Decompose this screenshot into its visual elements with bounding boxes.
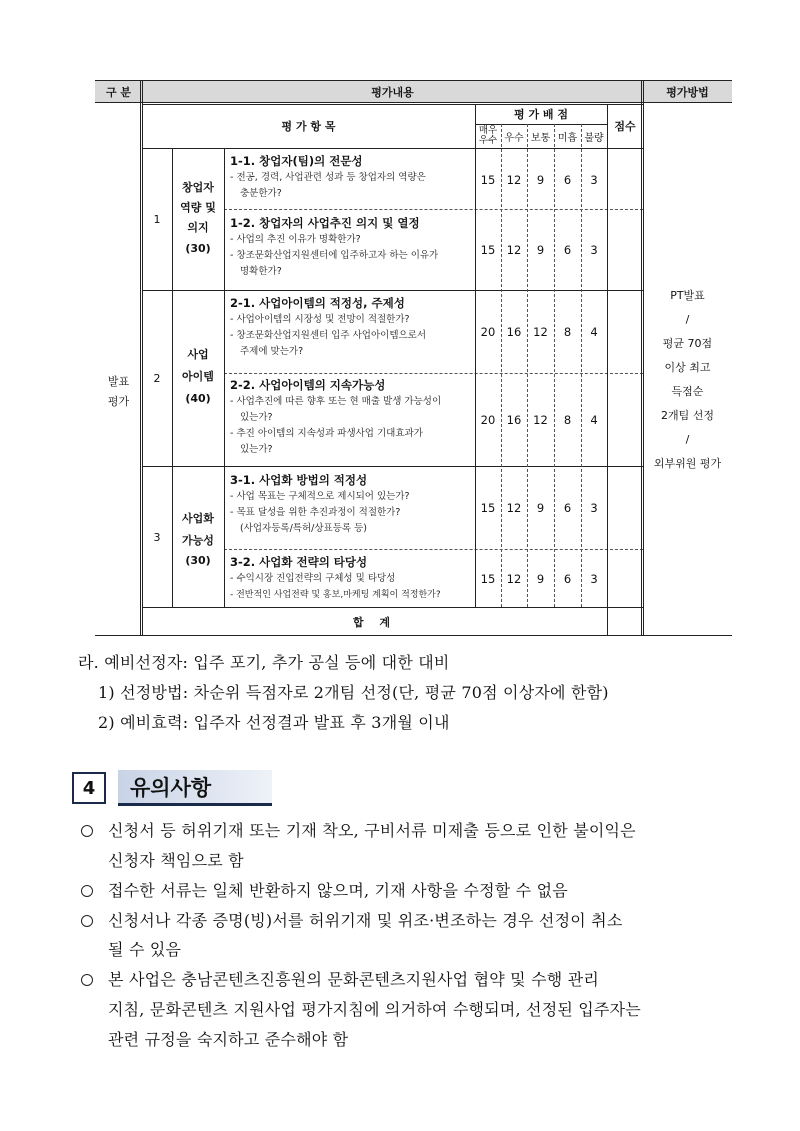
table-line — [140, 80, 141, 636]
note-line: 신청서나 각종 증명(빙)서를 허위기재 및 위조·변조하는 경우 선정이 취소 — [108, 911, 623, 930]
group-points: (30) — [185, 241, 211, 255]
score-row — [475, 550, 607, 607]
bullet-line: 충분한가? — [240, 188, 282, 199]
note-line: 본 사업은 충남콘텐츠진흥원의 문화콘텐츠지원사업 협약 및 수행 관리 — [108, 970, 600, 989]
bullet-line: - 사업 목표는 구체적으로 제시되어 있는가? — [230, 491, 410, 502]
item-bullets — [230, 571, 475, 603]
evaluation-method: PT발표 / 평균 70점 이상 최고 득점순 2개팀 선정 / 외부위원 평가 — [653, 288, 722, 470]
table-line — [142, 290, 643, 291]
note-line: 관련 규정을 숙지하고 준수해야 함 — [108, 1030, 349, 1049]
level-average: 보통 — [530, 132, 551, 144]
score-cell: 4 — [590, 325, 598, 339]
table-line — [475, 124, 607, 125]
item-bullets — [230, 232, 475, 280]
bullet-line: - 창조문화산업지원센터 입주 사업아이템으로서 — [230, 330, 427, 341]
group-name: 사업화 가능성 — [182, 512, 214, 547]
item-cell — [230, 553, 475, 603]
section-title: 유의사항 — [118, 770, 272, 806]
score-cell: 15 — [480, 243, 496, 257]
table-line — [142, 466, 643, 467]
bullet-circle-icon — [81, 915, 93, 927]
table-line — [475, 104, 476, 607]
note-line: 지침, 문화콘텐츠 지원사업 평가지침에 의거하여 수행되며, 선정된 입주자는 — [108, 1000, 641, 1019]
item-title: 3-2. 사업화 전략의 타당성 — [230, 555, 368, 569]
score-row — [475, 374, 607, 466]
score-cell: 20 — [480, 325, 496, 339]
table-border-bottom — [95, 635, 732, 636]
item-bullets — [230, 312, 475, 360]
item-bullets — [230, 394, 475, 458]
bullet-line: - 사업추진에 따른 향후 또는 현 매출 발생 가능성이 — [230, 396, 442, 407]
item-cell — [230, 152, 475, 202]
note-line: 접수한 서류는 일체 반환하지 않으며, 기재 사항을 수정할 수 없음 — [108, 881, 568, 900]
bullet-line: - 목표 달성을 위한 추진과정이 적절한가? — [230, 507, 401, 518]
score-cell: 8 — [563, 325, 572, 339]
table-line — [607, 104, 608, 635]
section-number: 4 — [72, 772, 106, 804]
bullet-line: - 사업아이템의 시장성 및 전망이 적절한가? — [230, 314, 410, 325]
score-cell: 12 — [533, 325, 548, 339]
score-cell: 12 — [506, 501, 522, 515]
table-line — [142, 80, 143, 636]
score-cell: 9 — [536, 243, 545, 257]
score-cell: 12 — [506, 571, 522, 586]
level-good: 우수 — [504, 132, 524, 144]
item-cell — [230, 214, 475, 280]
score-cell: 15 — [480, 501, 496, 515]
scoring-header: 평 가 배 점 — [514, 108, 568, 121]
item-cell — [230, 376, 475, 458]
score-cell: 6 — [563, 173, 572, 187]
reserve-heading: 라. 예비선정자: 입주 포기, 추가 공실 등에 대한 대비 — [78, 653, 450, 672]
header-content: 평가내용 — [371, 85, 414, 99]
group-number: 2 — [153, 372, 161, 385]
bullet-line: 있는가? — [240, 412, 273, 423]
item-bullets — [230, 489, 475, 537]
score-cell: 3 — [590, 243, 598, 257]
score-cell: 15 — [480, 173, 496, 187]
bullet-line: - 전공, 경력, 사업관련 성과 등 창업자의 역량은 — [230, 172, 426, 183]
score-cell: 8 — [563, 413, 572, 427]
bullet-line: - 전반적인 사업전략 및 홍보,마케팅 계획이 적정한가? — [230, 590, 441, 600]
item-title: 1-2. 창업자의 사업추진 의지 및 열정 — [230, 216, 420, 230]
group-name: 창업자 역량 및 의지 — [180, 181, 216, 234]
score-cell: 9 — [536, 571, 545, 586]
bullet-line: - 사업의 추진 이유가 명확한가? — [230, 234, 361, 245]
score-cell: 12 — [533, 413, 548, 427]
header-gubun: 구 분 — [105, 85, 132, 99]
bullet-line: 있는가? — [240, 444, 273, 455]
category-presentation: 발표 평가 — [107, 374, 130, 408]
table-line — [95, 102, 732, 103]
table-line — [641, 80, 642, 636]
level-bad: 불량 — [584, 132, 604, 144]
score-cell: 4 — [590, 413, 598, 427]
bullet-line: - 추진 아이템의 지속성과 파생사업 기대효과가 — [230, 428, 423, 439]
group-number: 3 — [153, 530, 161, 544]
level-very-good: 매우 우수 — [478, 125, 498, 146]
score-cell: 12 — [506, 243, 522, 257]
table-line — [172, 148, 173, 607]
score-cell: 15 — [480, 571, 496, 586]
note-line: 신청서 등 허위기재 또는 기재 착오, 구비서류 미제출 등으로 인한 불이익은 — [108, 821, 636, 840]
score-cell: 3 — [590, 571, 598, 586]
table-line — [643, 80, 644, 636]
score-cell: 16 — [506, 325, 522, 339]
score-cell: 16 — [506, 413, 522, 427]
total-row-label: 합 계 — [352, 615, 397, 629]
item-bullets — [230, 170, 475, 202]
reserve-item: 2) 예비효력: 입주자 선정결과 발표 후 3개월 이내 — [98, 713, 450, 732]
total-score-header: 점수 — [614, 120, 636, 133]
group-name: 사업 아이템 — [182, 348, 214, 383]
score-cell: 6 — [563, 243, 572, 257]
table-line — [142, 148, 643, 149]
item-cell — [230, 471, 475, 537]
header-method: 평가방법 — [666, 85, 709, 99]
item-title: 2-1. 사업아이템의 적정성, 주제성 — [230, 296, 405, 310]
table-line — [142, 607, 643, 608]
item-title: 3-1. 사업화 방법의 적정성 — [230, 473, 368, 487]
bullet-line: 주제에 맞는가? — [240, 346, 304, 357]
score-cell: 3 — [590, 501, 598, 515]
item-title: 2-2. 사업아이템의 지속가능성 — [230, 378, 386, 392]
table-dashed-line — [527, 124, 528, 607]
level-poor: 미흡 — [557, 132, 578, 144]
table-border-top — [95, 80, 732, 81]
table-dashed-line — [501, 124, 502, 607]
score-row — [475, 152, 607, 208]
bullet-line: 명확한가? — [240, 266, 282, 277]
score-cell: 9 — [536, 173, 545, 187]
score-cell: 9 — [536, 501, 545, 515]
note-line: 될 수 있음 — [108, 940, 182, 959]
score-cell: 3 — [590, 173, 598, 187]
bullet-line: (사업자등록/특허/상표등록 등) — [240, 523, 367, 534]
table-line — [142, 104, 643, 105]
bullet-circle-icon — [81, 885, 93, 897]
items-header: 평 가 항 목 — [281, 120, 336, 133]
bullet-circle-icon — [81, 974, 93, 986]
score-cell: 20 — [480, 413, 496, 427]
bullet-circle-icon — [81, 825, 93, 837]
table-dashed-line — [554, 124, 555, 607]
note-line: 신청자 책임으로 함 — [108, 851, 244, 870]
table-dashed-line — [581, 124, 582, 607]
bullet-line: - 창조문화산업지원센터에 입주하고자 하는 이유가 — [230, 250, 439, 261]
table-line — [224, 148, 225, 607]
score-cell: 12 — [506, 173, 522, 187]
score-row — [475, 291, 607, 373]
item-cell — [230, 294, 475, 360]
score-row — [475, 467, 607, 549]
group-points: (40) — [185, 391, 211, 405]
score-row — [475, 210, 607, 290]
score-cell: 6 — [563, 571, 572, 586]
item-title: 1-1. 창업자(팀)의 전문성 — [230, 154, 363, 168]
group-number: 1 — [153, 212, 161, 226]
reserve-item: 1) 선정방법: 차순위 득점자로 2개팀 선정(단, 평균 70점 이상자에 한함) — [98, 683, 609, 702]
bullet-line: - 수익시장 진입전략의 구체성 및 타당성 — [230, 573, 396, 584]
group-points: (30) — [185, 553, 211, 567]
score-cell: 6 — [563, 501, 572, 515]
